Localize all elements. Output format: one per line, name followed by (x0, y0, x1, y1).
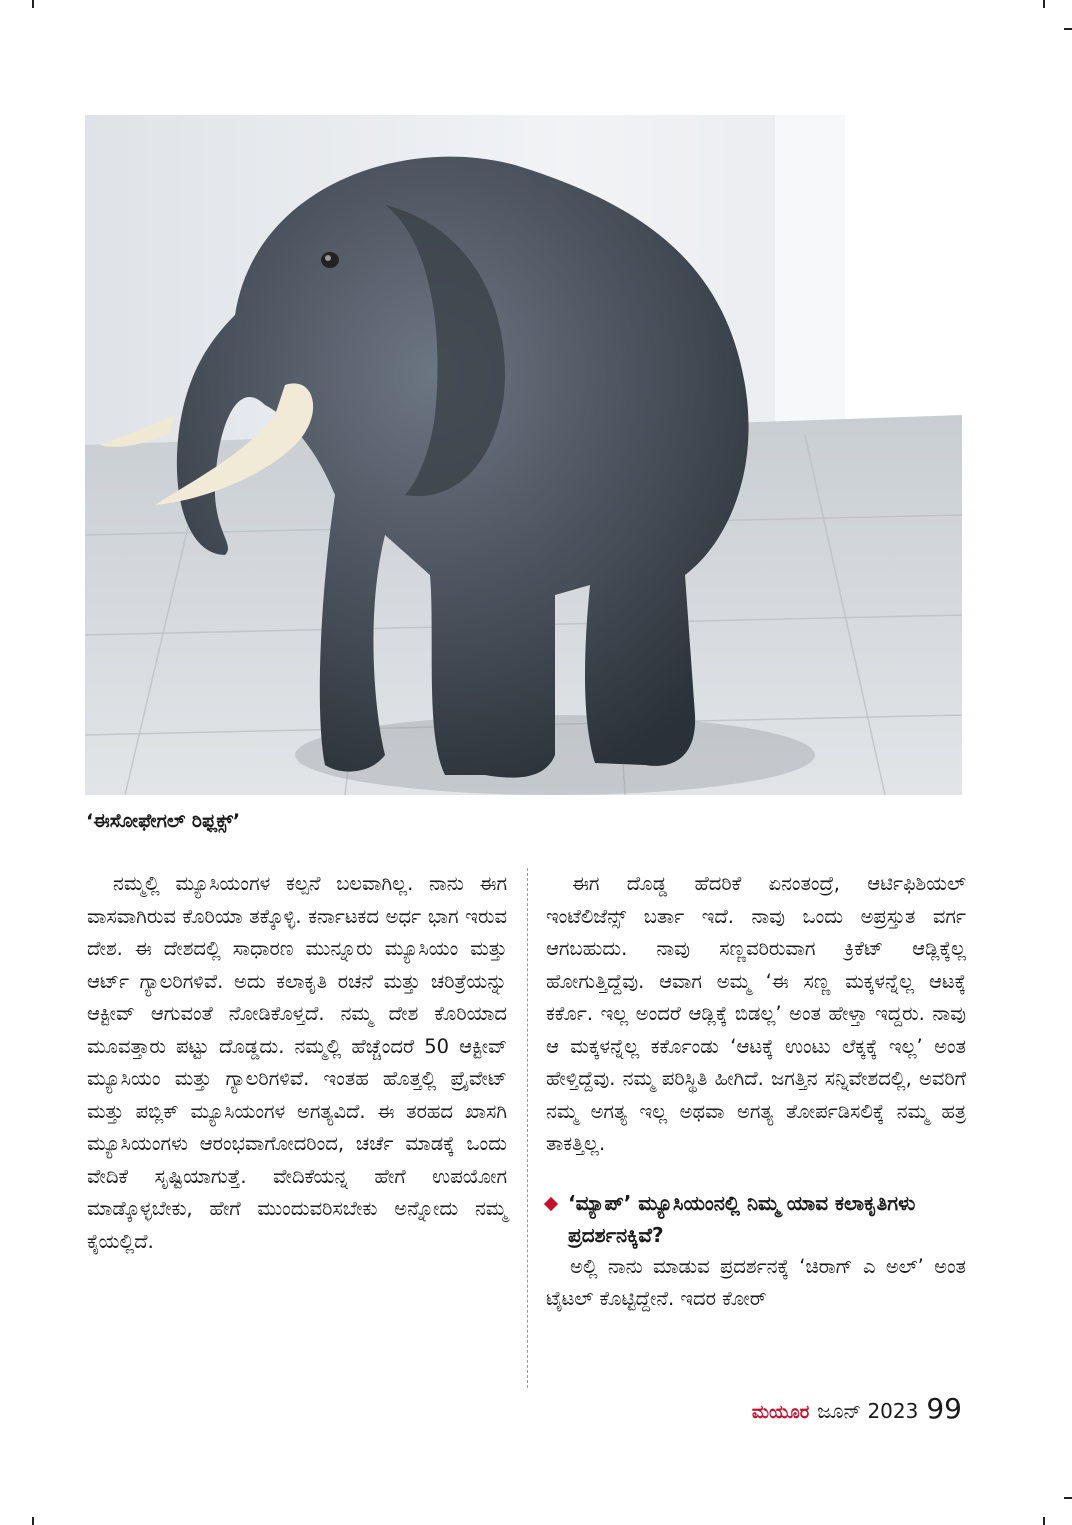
elephant-sculpture-photo (85, 115, 962, 795)
photo-caption: ‘ಈಸೋಫೇಗಲ್ ರಿಫ್ಲಕ್ಸ್’ (86, 810, 241, 832)
interview-question-text: ‘ಮ್ಯಾಪ್’ ಮ್ಯೂಸಿಯಂನಲ್ಲಿ ನಿಮ್ಮ ಯಾವ ಕಲಾಕೃತಿಗಳು ಪ್ರದರ್ಶನಕ್ಕಿವೆ? (568, 1190, 916, 1247)
crop-mark-bottom-right (1043, 1517, 1045, 1525)
crop-mark-top-right (1043, 0, 1045, 8)
article-column-left (87, 868, 507, 1258)
interview-question (546, 1187, 966, 1251)
page-number: 99 (926, 1392, 962, 1425)
article-paragraph: ಈಗ ದೊಡ್ಡ ಹೆದರಿಕೆ ಏನಂತಂದ್ರೆ, ಆರ್ಟಿಫಿಶಿಯಲ್ ಇಂಟೆಲಿಜೆನ್ಸ್ ಬರ್ತಾ ಇದೆ. ನಾವು ಒಂದು ಅಪ್ರಸ್ತುತ ವರ್ಗ ಆಗಬಹುದು. ನಾವು ಸಣ್ಣವರಿರುವಾಗ ಕ್ರಿಕೆಟ್ ಆಡ್ಲಿಕ್ಕೆಲ್ಲ ಹೋಗುತ್ತಿದ್ದೆವು. ಆವಾಗ ಅಮ್ಮ ‘ಈ ಸಣ್ಣ ಮಕ್ಕಳನ್ನೆಲ್ಲ ಆಟಕ್ಕೆ ಕರ್ಕೊ. ಇಲ್ಲ ಅಂದರೆ ಆಡ್ಲಿಕ್ಕೆ ಬಿಡಲ್ಲ’ ಅಂತ ಹೇಳ್ತಾ ಇದ್ದರು. ನಾವು ಆ ಮಕ್ಕಳನ್ನೆಲ್ಲ ಕರ್ಕೊಂಡು ‘ಆಟಕ್ಕೆ ಉಂಟು ಲೆಕ್ಕಕ್ಕೆ ಇಲ್ಲ’ ಅಂತ ಹೇಳ್ತಿದ್ದೆವು. ನಮ್ಮ ಪರಿಸ್ಥಿತಿ ಹೀಗಿದೆ. ಜಗತ್ತಿನ ಸನ್ನಿವೇಶದಲ್ಲಿ, ಅವರಿಗೆ ನಮ್ಮ ಅಗತ್ಯ ಇಲ್ಲ ಅಥವಾ ಅಗತ್ಯ ತೋರ್ಪಡಿಸಲಿಕ್ಕೆ ನಮ್ಮ ಹತ್ರ ತಾಕತ್ತಿಲ್ಲ. (546, 872, 966, 1155)
crop-mark-right-top (1064, 28, 1072, 30)
crop-mark-bottom-left (32, 1517, 34, 1525)
diamond-bullet-icon (544, 1196, 558, 1210)
crop-mark-right-bottom (1064, 1497, 1072, 1499)
article-column-right (546, 868, 966, 1316)
crop-mark-top-left (32, 0, 34, 8)
magazine-logo: ಮಯೂರ (751, 1402, 810, 1423)
elephant-sculpture-image (85, 115, 962, 795)
article-paragraph: ನಮ್ಮಲ್ಲಿ ಮ್ಯೂಸಿಯಂಗಳ ಕಲ್ಪನೆ ಬಲವಾಗಿಲ್ಲ. ನಾನು ಈಗ ವಾಸವಾಗಿರುವ ಕೊರಿಯಾ ತಕ್ಕೊಳ್ಳಿ. ಕರ್ನಾಟಕದ ಅರ್ಧ ಭಾಗ ಇರುವ ದೇಶ. ಈ ದೇಶದಲ್ಲಿ ಸಾಧಾರಣ ಮುನ್ನೂರು ಮ್ಯೂಸಿಯಂ ಮತ್ತು ಆರ್ಟ್ ಗ್ಯಾಲರಿಗಳಿವೆ. ಅದು ಕಲಾಕೃತಿ ರಚನೆ ಮತ್ತು ಚರಿತ್ರೆಯನ್ನು ಆಕ್ಟೀವ್ ಆಗುವಂತೆ ನೋಡಿಕೊಳ್ತದೆ. ನಮ್ಮ ದೇಶ ಕೊರಿಯಾದ ಮೂವತ್ತಾರು ಪಟ್ಟು ದೊಡ್ಡದು. ನಮ್ಮಲ್ಲಿ ಹೆಚ್ಚೆಂದರೆ 50 ಆಕ್ಟೀವ್ ಮ್ಯೂಸಿಯಂ ಮತ್ತು ಗ್ಯಾಲರಿಗಳಿವೆ. ಇಂತಹ ಹೊತ್ತಲ್ಲಿ ಪ್ರೈವೇಟ್ ಮತ್ತು ಪಬ್ಲಿಕ್ ಮ್ಯೂಸಿಯಂಗಳ ಅಗತ್ಯವಿದೆ. ಈ ತರಹದ ಖಾಸಗಿ ಮ್ಯೂಸಿಯಂಗಳು ಆರಂಭವಾಗೋದರಿಂದ, ಚರ್ಚೆ ಮಾಡಕ್ಕೆ ಒಂದು ವೇದಿಕೆ ಸೃಷ್ಟಿಯಾಗುತ್ತೆ. ವೇದಿಕೆಯನ್ನ ಹೇಗೆ ಉಪಯೋಗ ಮಾಡ್ಕೊಳ್ಳಬೇಕು, ಹೇಗೆ ಮುಂದುವರಿಸಬೇಕು ಅನ್ನೋದು ನಮ್ಮ ಕೈಯಲ್ಲಿದೆ. (87, 872, 507, 1253)
interview-answer: ಅಲ್ಲಿ ನಾನು ಮಾಡುವ ಪ್ರದರ್ಶನಕ್ಕೆ ‘ಚಿರಾಗ್ ಎ ಅಲ್’ ಅಂತ ಟೈಟಲ್ ಕೊಟ್ಟಿದ್ದೇನೆ. ಇದರ ಕೋರ್ (546, 1254, 966, 1310)
column-divider (527, 868, 529, 1388)
page-footer (752, 1392, 962, 1425)
issue-date: ಜೂನ್ 2023 (817, 1399, 919, 1423)
